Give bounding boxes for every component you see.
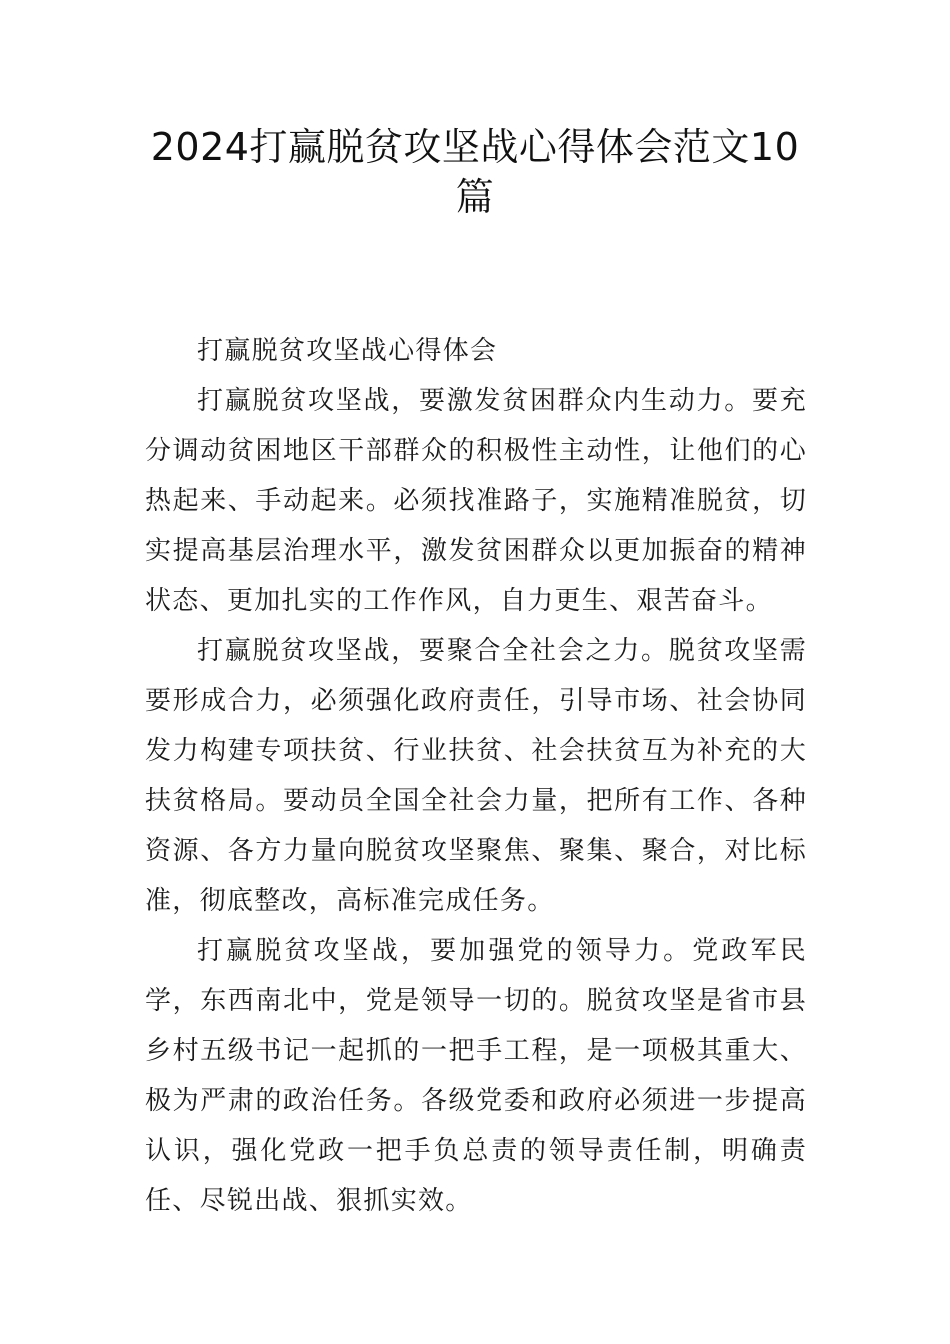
paragraph-3: 打赢脱贫攻坚战，要加强党的领导力。党政军民学，东西南北中，党是领导一切的。脱贫攻坚是省市县乡村五级书记一起抓的一把手工程，是一项极其重大、极为严肃的政治任务。各级党委和政府必须进一步提高认识，强化党政一把手负总责的领导责任制，明确责任、尽锐出战、狠抓实效。	[145, 936, 807, 1216]
document-body	[145, 326, 807, 1226]
paragraph-1: 打赢脱贫攻坚战，要激发贫困群众内生动力。要充分调动贫困地区干部群众的积极性主动性，让他们的心热起来、手动起来。必须找准路子，实施精准脱贫，切实提高基层治理水平，激发贫困群众以更加振奋的精神状态、更加扎实的工作作风，自力更生、艰苦奋斗。	[145, 386, 807, 616]
document-title: 2024打赢脱贫攻坚战心得体会范文10篇	[150, 125, 800, 219]
section-heading: 打赢脱贫攻坚战心得体会	[197, 336, 498, 366]
paragraph-2: 打赢脱贫攻坚战，要聚合全社会之力。脱贫攻坚需要形成合力，必须强化政府责任，引导市场、社会协同发力构建专项扶贫、行业扶贫、社会扶贫互为补充的大扶贫格局。要动员全国全社会力量，把所有工作、各种资源、各方力量向脱贫攻坚聚焦、聚集、聚合，对比标准，彻底整改，高标准完成任务。	[145, 636, 807, 916]
